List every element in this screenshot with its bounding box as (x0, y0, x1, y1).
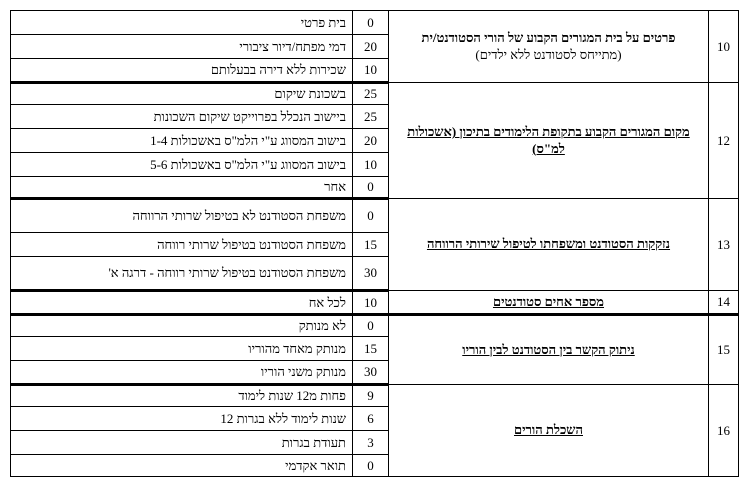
option-label: שנות לימוד ללא בגרות 12 (11, 407, 353, 431)
criterion-number: 10 (709, 11, 739, 83)
criterion-title-text: מקום המגורים הקבוע בתקופת הלימודים בתיכון (אשכולות למ"ס) (407, 124, 690, 156)
option-score: 20 (353, 35, 389, 59)
option-label: משפחת הסטודנט בטיפול שרותי רווחה - דרגה א' (11, 257, 353, 291)
option-label: ביישוב הנכלל בפרוייקט שיקום השכונות (11, 105, 353, 129)
table-row (11, 315, 739, 337)
criterion-title-text: השכלת הורים (513, 422, 583, 438)
option-score: 10 (353, 59, 389, 83)
option-label: משפחת הסטודנט לא בטיפול שרותי הרווחה (11, 199, 353, 233)
criterion-title (389, 83, 709, 199)
option-label: שכירות ללא דירה בבעלותם (11, 59, 353, 83)
criterion-title-text: נזקקות הסטודנט ומשפחתו לטיפול שירותי הרווחה (426, 236, 671, 252)
table-row (11, 199, 739, 233)
criterion-title (389, 385, 709, 477)
criterion-title-text: ניתוק הקשר בין הסטודנט לבין הוריו (462, 341, 635, 357)
table-row (11, 291, 739, 315)
option-score: 20 (353, 129, 389, 153)
criterion-title (389, 199, 709, 291)
option-label: לכל אח (11, 291, 353, 315)
option-score: 0 (353, 177, 389, 199)
option-label: תואר אקדמי (11, 455, 353, 477)
option-score: 10 (353, 153, 389, 177)
option-score: 0 (353, 315, 389, 337)
option-label: בישוב המסווג ע"י הלמ"ס באשכולות 1-4 (11, 129, 353, 153)
option-score: 0 (353, 11, 389, 35)
criterion-number: 14 (709, 291, 739, 315)
option-label: מנותק משני הוריו (11, 361, 353, 385)
option-label: פחות מ12 שנות לימוד (11, 385, 353, 407)
option-score: 25 (353, 105, 389, 129)
criteria-table-wrapper (10, 10, 738, 477)
option-score: 9 (353, 385, 389, 407)
option-score: 25 (353, 83, 389, 105)
criterion-number: 15 (709, 315, 739, 385)
option-score: 10 (353, 291, 389, 315)
option-label: בישוב המסווג ע"י הלמ"ס באשכולות 5-6 (11, 153, 353, 177)
criterion-number: 16 (709, 385, 739, 477)
table-row (11, 83, 739, 105)
option-score: 0 (353, 199, 389, 233)
criterion-number: 13 (709, 199, 739, 291)
option-label: בית פרטי (11, 11, 353, 35)
criterion-subtitle: (מתייחס לסטודנט ללא ילדים) (475, 46, 622, 62)
option-score: 15 (353, 337, 389, 361)
option-label: מנותק מאחד מהוריו (11, 337, 353, 361)
table-row (11, 11, 739, 35)
option-score: 3 (353, 431, 389, 455)
option-score: 0 (353, 455, 389, 477)
option-label: בשכונת שיקום (11, 83, 353, 105)
option-label: אחר (11, 177, 353, 199)
option-label: דמי מפתח/דיור ציבורי (11, 35, 353, 59)
criterion-title-text: פרטים על בית המגורים הקבוע של הורי הסטודנט/ית (421, 30, 676, 46)
option-label: משפחת הסטודנט בטיפול שרותי רווחה (11, 233, 353, 257)
criterion-title (389, 11, 709, 83)
criterion-title (389, 291, 709, 315)
criterion-title (389, 315, 709, 385)
option-score: 30 (353, 361, 389, 385)
option-score: 6 (353, 407, 389, 431)
option-score: 30 (353, 257, 389, 291)
option-score: 15 (353, 233, 389, 257)
criteria-table (10, 10, 739, 477)
criterion-title-text: מספר אחים סטודנטים (492, 293, 605, 309)
criterion-number: 12 (709, 83, 739, 199)
table-row (11, 385, 739, 407)
option-label: לא מנותק (11, 315, 353, 337)
option-label: תעודת בגרות (11, 431, 353, 455)
